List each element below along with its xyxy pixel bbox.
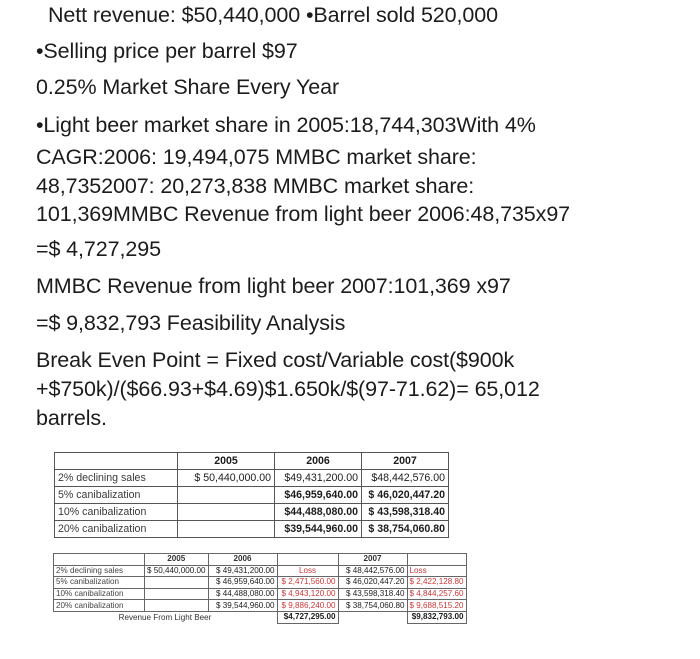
table-cell: $ 38,754,060.80	[362, 521, 449, 538]
table-cell: $ 46,959,640.00	[208, 577, 277, 589]
table-cell: $46,959,640.00	[275, 487, 362, 504]
table-cell: $ 46,020,447.20	[338, 577, 407, 589]
table-cell: $ 48,442,576.00	[338, 565, 407, 577]
text-line-11: Break Even Point = Fixed cost/Variable cost($900k	[36, 348, 515, 372]
table-cell	[145, 588, 209, 600]
table-row	[54, 588, 467, 600]
text-line-9: MMBC Revenue from light beer 2007:101,369 x97	[36, 274, 511, 298]
row-label: 20% canibalization	[55, 521, 178, 538]
row-label: 10% canibalization	[55, 504, 178, 521]
text-line-10: =$ 9,832,793 Feasibility Analysis	[36, 311, 346, 335]
row-label: 5% canibalization	[55, 487, 178, 504]
total-2006: $4,727,295.00	[277, 611, 338, 623]
loss-cell: $ 2,422,128.80	[407, 577, 466, 589]
text-line-13: barrels.	[36, 406, 107, 430]
table-cell	[145, 577, 209, 589]
table-cell: $ 50,440,000.00	[145, 565, 209, 577]
table-cell: $ 44,488,080.00	[208, 588, 277, 600]
table-header-row	[54, 554, 467, 566]
table-header-cell	[54, 554, 145, 566]
table-row	[54, 565, 467, 577]
text-line-7: 101,369MMBC Revenue from light beer 2006:48,735x97	[36, 202, 571, 226]
revenue-loss-table	[53, 553, 467, 624]
text-line-2: •Selling price per barrel $97	[36, 39, 298, 63]
loss-label: Loss	[407, 565, 466, 577]
table-row	[55, 521, 449, 538]
text-line-3: 0.25% Market Share Every Year	[36, 75, 340, 99]
sales-scenario-table	[54, 452, 449, 538]
table-footer-row	[54, 611, 467, 623]
loss-cell: $ 4,844,257.60	[407, 588, 466, 600]
footer-label: Revenue From Light Beer	[118, 612, 212, 622]
spacer-cell	[338, 611, 407, 623]
row-label: 5% canibalization	[54, 577, 145, 589]
table-cell: $ 38,754,060.80	[338, 600, 407, 612]
text-line-1: Nett revenue: $50,440,000 •Barrel sold 520,000	[48, 3, 498, 27]
text-line-5: CAGR:2006: 19,494,075 MMBC market share:	[36, 145, 477, 169]
table-cell: $49,431,200.00	[275, 470, 362, 487]
table-row	[54, 577, 467, 589]
loss-cell: $ 4,943,120.00	[277, 588, 338, 600]
loss-cell: $ 9,886,240.00	[277, 600, 338, 612]
table-header-cell: 2007	[338, 554, 407, 566]
table-header-cell	[55, 453, 178, 470]
loss-cell: $ 2,471,560.00	[277, 577, 338, 589]
table-header-cell: 2006	[208, 554, 277, 566]
table-cell: $ 43,598,318.40	[362, 504, 449, 521]
loss-cell: $ 9,688,515.20	[407, 600, 466, 612]
text-line-6: 48,7352007: 20,273,838 MMBC market share:	[36, 174, 475, 198]
total-2007: $9,832,793.00	[407, 611, 466, 623]
table-header-cell	[277, 554, 338, 566]
row-label: 2% declining sales	[55, 470, 178, 487]
table-row	[55, 504, 449, 521]
table-row	[54, 600, 467, 612]
table-header-cell: 2007	[362, 453, 449, 470]
table-cell	[178, 487, 275, 504]
table-cell: $ 46,020,447.20	[362, 487, 449, 504]
table-cell	[178, 504, 275, 521]
row-label: 20% canibalization	[54, 600, 145, 612]
text-line-12: +$750k)/($66.93+$4.69)$1.650k/$(97-71.62)= 65,012	[36, 377, 540, 401]
table-header-cell: 2005	[178, 453, 275, 470]
table-cell: $39,544,960.00	[275, 521, 362, 538]
row-label: 2% declining sales	[54, 565, 145, 577]
table-header-cell: 2005	[145, 554, 209, 566]
table-cell: $48,442,576.00	[362, 470, 449, 487]
table-header-cell	[407, 554, 466, 566]
table-cell: $ 43,598,318.40	[338, 588, 407, 600]
loss-label: Loss	[277, 565, 338, 577]
table-cell: $ 50,440,000.00	[178, 470, 275, 487]
table-cell: $ 49,431,200.00	[208, 565, 277, 577]
table-row	[55, 470, 449, 487]
text-line-8: =$ 4,727,295	[36, 237, 161, 261]
text-line-4: •Light beer market share in 2005:18,744,303With 4%	[36, 113, 536, 137]
table-header-cell: 2006	[275, 453, 362, 470]
row-label: 10% canibalization	[54, 588, 145, 600]
table-cell: $44,488,080.00	[275, 504, 362, 521]
table-header-row	[55, 453, 449, 470]
table-row	[55, 487, 449, 504]
table-cell	[145, 600, 209, 612]
table-cell	[178, 521, 275, 538]
table-cell: $ 39,544,960.00	[208, 600, 277, 612]
